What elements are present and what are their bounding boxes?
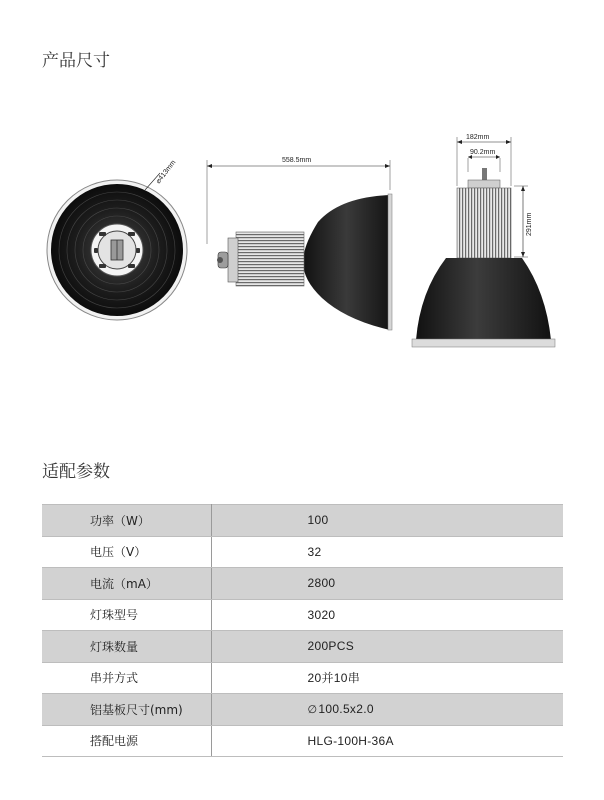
spec-value: 2800 (211, 568, 563, 600)
elevation-reflector-shade (416, 258, 551, 340)
spec-row-led-count (42, 631, 563, 663)
elevation-view (412, 134, 555, 347)
spec-label: 功率（W） (42, 505, 211, 537)
spec-value: HLG-100H-36A (211, 725, 563, 757)
height-label: 291mm (526, 212, 533, 236)
product-dimension-drawing (0, 100, 604, 370)
spec-row-series-parallel (42, 662, 563, 694)
section-title-parameters: 适配参数 (42, 462, 110, 482)
spec-table (42, 504, 563, 757)
spec-value: 100 (211, 505, 563, 537)
spec-row-pcb-size (42, 694, 563, 726)
spec-value: 32 (211, 536, 563, 568)
diameter-symbol: ∅ (307, 703, 318, 717)
side-heatsink (236, 232, 304, 286)
spec-label: 搭配电源 (42, 725, 211, 757)
spec-label: 灯珠型号 (42, 599, 211, 631)
spec-label: 电流（mA） (42, 568, 211, 600)
spec-value: 200PCS (211, 631, 563, 663)
spec-label: 铝基板尺寸(mm) (42, 694, 211, 726)
spec-label: 电压（V） (42, 536, 211, 568)
spec-value-text: 100.5x2.0 (318, 702, 374, 717)
spec-row-led-model (42, 599, 563, 631)
spec-label: 灯珠数量 (42, 631, 211, 663)
spec-value: 3020 (211, 599, 563, 631)
section-title-dimensions: 产品尺寸 (42, 51, 110, 71)
front-view (47, 159, 187, 320)
side-reflector-shade (303, 195, 390, 330)
inner-width-label: 90.2mm (470, 149, 496, 156)
spec-row-power-supply (42, 725, 563, 757)
front-diameter-label: ⌀413mm (154, 159, 178, 186)
spec-row-current (42, 568, 563, 600)
spec-value (211, 694, 563, 726)
spec-row-voltage (42, 536, 563, 568)
side-view (207, 157, 392, 330)
spec-row-power (42, 505, 563, 537)
spec-value: 20并10串 (211, 662, 563, 694)
elevation-heatsink (457, 188, 511, 258)
top-width-label: 182mm (466, 134, 490, 141)
side-length-label: 558.5mm (282, 157, 312, 164)
spec-label: 串并方式 (42, 662, 211, 694)
